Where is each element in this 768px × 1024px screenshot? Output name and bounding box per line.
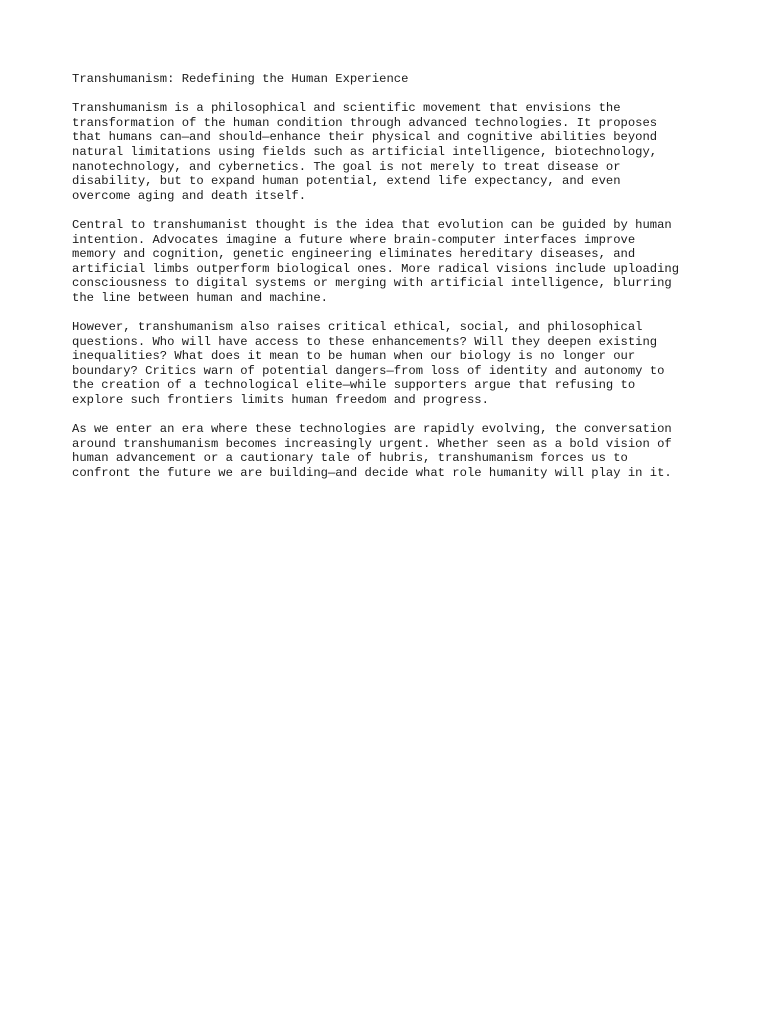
paragraph-line: Central to transhumanist thought is the idea that evolution can be guided by human <box>72 217 672 232</box>
paragraph-3 <box>72 320 712 408</box>
paragraph-line: overcome aging and death itself. <box>72 188 307 203</box>
paragraph-line: the line between human and machine. <box>72 290 328 305</box>
paragraph-line: the creation of a technological elite—while supporters argue that refusing to <box>72 378 636 393</box>
paragraph-4 <box>72 422 712 480</box>
paragraph-line: consciousness to digital systems or merging with artificial intelligence, blurring <box>72 276 672 291</box>
paragraph-line: However, transhumanism also raises critical ethical, social, and philosophical <box>72 320 643 335</box>
paragraph-line: disability, but to expand human potential, extend life expectancy, and even <box>72 174 621 189</box>
paragraph-line: boundary? Critics warn of potential dangers—from loss of identity and autonomy to <box>72 363 665 378</box>
paragraph-line: As we enter an era where these technologies are rapidly evolving, the conversation <box>72 422 672 437</box>
paragraph-line: around transhumanism becomes increasingly urgent. Whether seen as a bold vision of <box>72 436 672 451</box>
paragraph-line: natural limitations using fields such as artificial intelligence, biotechnology, <box>72 144 658 159</box>
document-page <box>72 72 712 495</box>
paragraph-line: questions. Who will have access to these enhancements? Will they deepen existing <box>72 334 658 349</box>
paragraph-line: intention. Advocates imagine a future where brain-computer interfaces improve <box>72 232 636 247</box>
paragraph-1 <box>72 101 712 203</box>
paragraph-line: artificial limbs outperform biological ones. More radical visions include uploading <box>72 261 680 276</box>
paragraph-line: confront the future we are building—and decide what role humanity will play in it. <box>72 466 672 481</box>
paragraph-line: human advancement or a cautionary tale of hubris, transhumanism forces us to <box>72 451 628 466</box>
paragraph-line: inequalities? What does it mean to be human when our biology is no longer our <box>72 349 636 364</box>
paragraph-line: Transhumanism is a philosophical and scientific movement that envisions the <box>72 101 621 116</box>
paragraph-line: explore such frontiers limits human freedom and progress. <box>72 393 489 408</box>
paragraph-line: that humans can—and should—enhance their physical and cognitive abilities beyond <box>72 130 658 145</box>
paragraph-line: transformation of the human condition through advanced technologies. It proposes <box>72 115 658 130</box>
document-title: Transhumanism: Redefining the Human Experience <box>72 72 409 86</box>
paragraph-line: memory and cognition, genetic engineering eliminates hereditary diseases, and <box>72 247 636 262</box>
paragraph-2 <box>72 218 712 306</box>
paragraph-line: nanotechnology, and cybernetics. The goal is not merely to treat disease or <box>72 159 621 174</box>
